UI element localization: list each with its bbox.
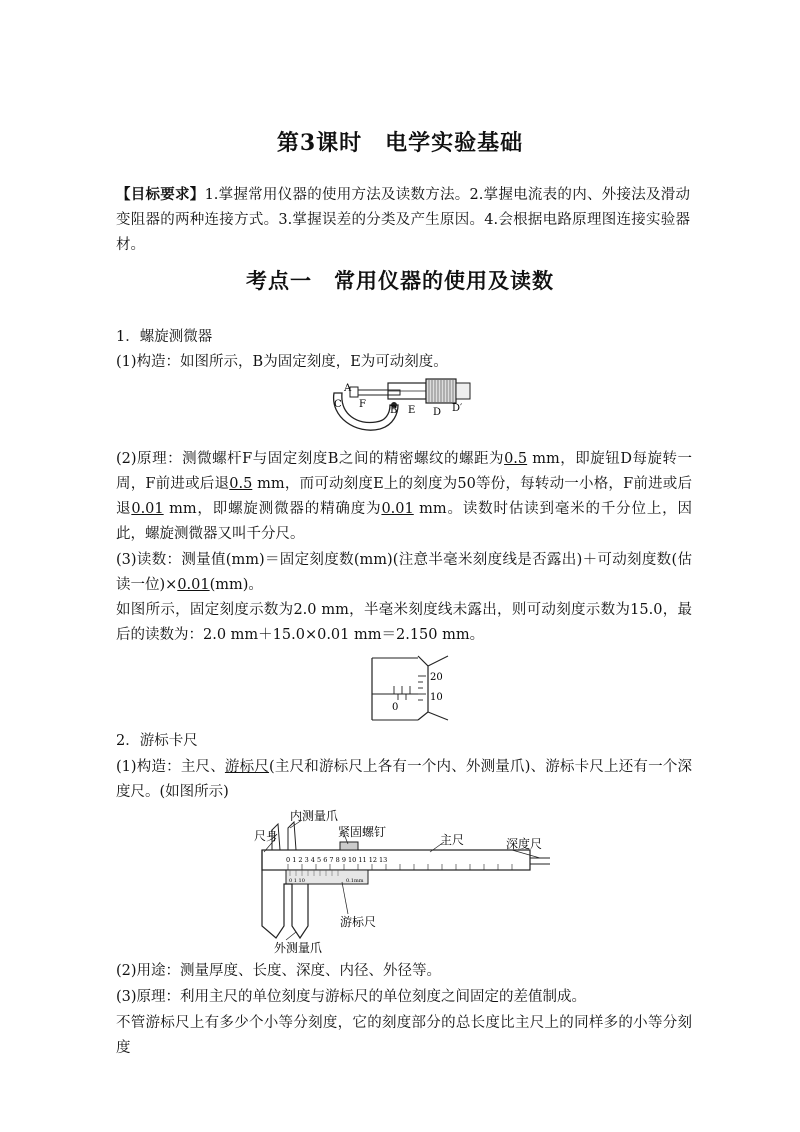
- micrometer-heading: 1．螺旋测微器: [116, 329, 213, 345]
- label-main-scale: 主尺: [440, 833, 465, 847]
- micrometer-scale-figure: [366, 654, 456, 722]
- learning-goals: [116, 182, 690, 258]
- micrometer-figure: [328, 377, 484, 439]
- goals-text: 1.掌握常用仪器的使用方法及读数方法。2.掌握电流表的内、外接法及滑动变阻器的两种连接方式。3.掌握误差的分类及产生原因。4.会根据电路原理图连接实验器材。: [116, 187, 691, 253]
- label-b: B: [390, 405, 398, 416]
- caliper-principle: (3)原理：利用主尺的单位刻度与游标尺的单位刻度之间固定的差值制成。: [116, 989, 587, 1005]
- reading-text-1: (3)读数：测量值(mm)＝固定刻度数(mm)(注意半毫米刻度线是否露出)＋可动刻度数(估读一位)×: [116, 552, 692, 593]
- goals-tag: 【目标要求】: [116, 186, 205, 203]
- label-d-prime: D′: [452, 403, 463, 414]
- label-vernier: 游标尺: [340, 915, 377, 929]
- principle-text-4: mm，即螺旋测微器的精确度为: [163, 501, 382, 517]
- principle-value-1: 0.5: [504, 451, 528, 467]
- construct-underlined: 游标尺: [224, 759, 270, 775]
- section-heading: 考点一 常用仪器的使用及读数: [246, 268, 554, 293]
- lesson-title: 第3课时 电学实验基础: [276, 130, 524, 156]
- label-depth: 深度尺: [506, 837, 543, 851]
- micrometer-example: 如图所示，固定刻度示数为2.0 mm，半毫米刻度线未露出，则可动刻度示数为15.0，最后的读数为：2.0 mm＋15.0×0.01 mm＝2.150 mm。: [116, 602, 692, 643]
- caliper-figure: [250, 806, 560, 954]
- micrometer-reading: [116, 548, 692, 598]
- caliper-last-line: 不管游标尺上有多少个小等分刻度，它的刻度部分的总长度比主尺上的同样多的小等分刻度: [116, 1015, 692, 1056]
- label-screw: 紧固螺钉: [338, 825, 387, 839]
- label-outer-jaws: 外测量爪: [274, 941, 323, 954]
- principle-value-2: 0.5: [229, 476, 253, 492]
- scale-ten: 10: [430, 692, 443, 703]
- construct-text-1: (1)构造：主尺、: [116, 759, 225, 775]
- reading-text-2: (mm)。: [209, 577, 263, 593]
- principle-text-2: mm，即旋钮D每旋转一周，F前进或后退: [116, 451, 692, 492]
- principle-text-1: (2)原理：测微螺杆F与固定刻度B之间的精密螺纹的螺距为: [116, 451, 505, 467]
- scale-twenty: 20: [430, 672, 443, 683]
- caliper-heading: 2．游标卡尺: [116, 733, 198, 749]
- principle-text-5: mm。读数时估读到毫米的千分位上，因此，螺旋测微器又叫千分尺。: [116, 501, 693, 542]
- reading-value: 0.01: [177, 577, 210, 593]
- label-f: F: [359, 399, 366, 410]
- construct-text-2: (主尺和游标尺上各有一个内、外测量爪)、游标卡尺上还有一个深度尺。(如图所示): [116, 759, 693, 800]
- principle-value-4: 0.01: [381, 501, 414, 517]
- label-d: D: [433, 407, 442, 418]
- vernier-small-ticks: 0 1 10: [289, 878, 305, 884]
- principle-value-3: 0.01: [131, 501, 164, 517]
- principle-text-3: mm，而可动刻度E上的刻度为50等份，每转动一小格，F前进或后退: [116, 476, 693, 517]
- caliper-construct: [116, 755, 692, 805]
- label-inner-jaws: 内测量爪: [290, 809, 339, 823]
- micrometer-principle: [116, 447, 692, 547]
- label-a: A: [344, 383, 352, 394]
- label-e: E: [408, 405, 416, 416]
- scale-zero: 0: [392, 702, 399, 713]
- micrometer-construct: (1)构造：如图所示，B为固定刻度，E为可动刻度。: [116, 354, 448, 370]
- label-body: 尺身: [254, 829, 279, 843]
- vernier-precision: 0.1mm: [346, 878, 364, 884]
- main-scale-ticks: 0 1 2 3 4 5 6 7 8 9 10 11 12 13: [286, 856, 388, 864]
- caliper-use: (2)用途：测量厚度、长度、深度、内径、外径等。: [116, 963, 442, 979]
- label-c: C: [334, 399, 342, 410]
